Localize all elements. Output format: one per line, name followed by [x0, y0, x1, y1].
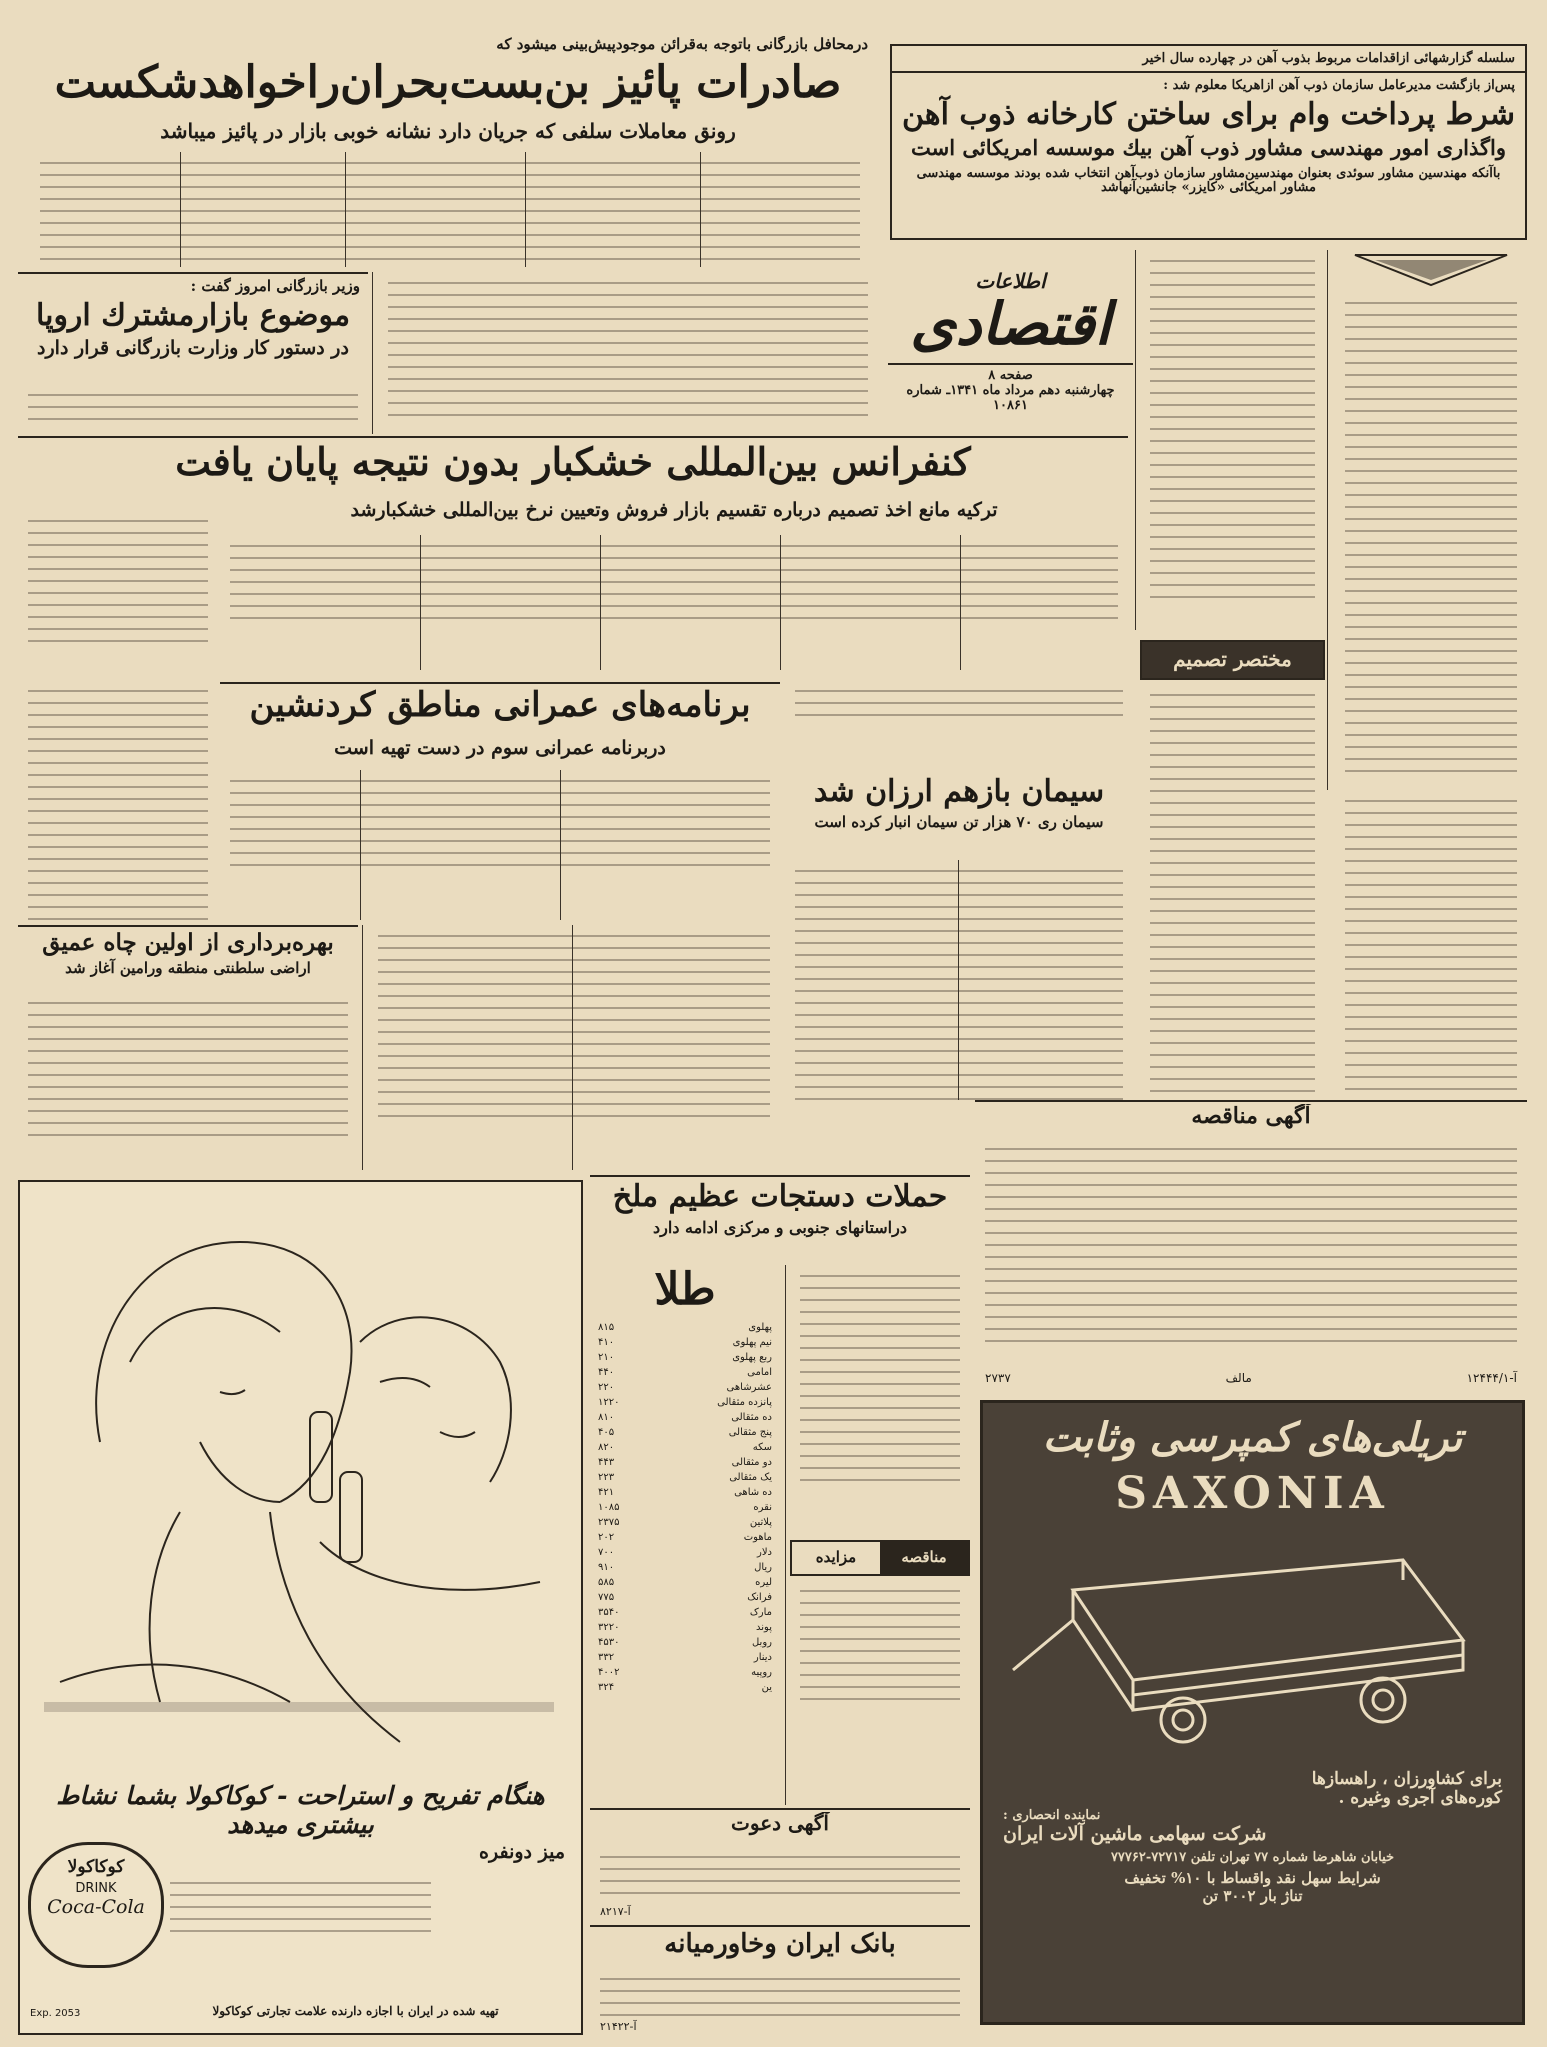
- europe-story: [18, 272, 368, 382]
- conference-body: [220, 535, 1128, 675]
- coca-cola-illustration: [20, 1182, 581, 1782]
- saxonia-uses2: کوره‌های آجری وغیره .: [1338, 1788, 1502, 1809]
- gold-price-name: پلاتین: [749, 1516, 772, 1528]
- gold-price-value: ۳۲۲۰: [598, 1621, 620, 1633]
- gold-price-value: ۴۲۱: [598, 1486, 615, 1498]
- gold-price-row: [598, 1500, 772, 1515]
- saxonia-uses: برای کشاورزان ، راهسازها: [1311, 1768, 1502, 1789]
- gold-price-name: روبل: [751, 1636, 772, 1648]
- gold-price-row: [598, 1485, 772, 1500]
- gold-price-row: [598, 1560, 772, 1575]
- coca-cola-slogan: هنگام تفریح و استراحت - کوکاکولا بشما نشاط بیشتری میدهد: [56, 1781, 545, 1839]
- well-body-lines: [28, 992, 348, 1146]
- exports-subhead: رونق معاملات سلفی که جریان دارد نشانه خوبی بازار در پائیز میباشد: [160, 120, 736, 143]
- gold-price-row: [598, 1620, 772, 1635]
- left-column-lines: [28, 680, 208, 920]
- invitation-lines: [600, 1846, 960, 1904]
- masthead-title: اقتصادی: [910, 290, 1111, 358]
- locusts-subhead: دراستانهای جنوبی و مرکزی ادامه دارد: [653, 1217, 907, 1237]
- well-story: [18, 930, 358, 990]
- exports-headline-box: [18, 58, 878, 118]
- steel-column-mid: [1140, 250, 1325, 630]
- exports-continued: [378, 272, 878, 434]
- gold-price-name: نیم پهلوی: [732, 1336, 772, 1348]
- gold-price-value: ۷۰۰: [598, 1546, 615, 1558]
- gold-price-row: [598, 1680, 772, 1695]
- gold-price-name: ربع پهلوی: [732, 1351, 772, 1363]
- coca-cola-body-title: میز دونفره: [479, 1841, 565, 1863]
- programs-body-lines: [230, 770, 770, 876]
- invitation-notice: [590, 1812, 970, 1922]
- gold-price-value: ۴۰۰۲: [598, 1666, 620, 1678]
- saxonia-agent-label: نماینده انحصاری :: [1003, 1807, 1101, 1823]
- programs-headline: برنامه‌های عمرانی مناطق کردنشین: [249, 686, 751, 725]
- conference-subhead-box: [220, 500, 1128, 532]
- steel-continued-lines: [1345, 790, 1517, 1090]
- ornament-icon: [1335, 250, 1527, 290]
- well-subhead: اراضی سلطنتی منطقه ورامین آغاز شد: [65, 959, 311, 978]
- gold-price-value: ۳۲۴: [598, 1681, 615, 1693]
- exports-kicker: درمحافل بازرگانی باتوجه به‌قرائن موجودپیش‌بینی میشود که: [496, 36, 868, 53]
- gold-price-row: [598, 1575, 772, 1590]
- gold-price-name: دینار: [753, 1651, 772, 1663]
- programs-headline-box: [220, 686, 780, 738]
- gold-price-value: ۸۱۵: [598, 1321, 615, 1333]
- gold-price-row: [598, 1425, 772, 1440]
- tender-footer-left: ۲۷۳۷: [985, 1371, 1011, 1385]
- steel-headline: شرط پرداخت وام برای ساختن کارخانه ذوب آهن: [901, 96, 1516, 132]
- exports-body: [30, 152, 870, 270]
- steel-column-right: [1335, 250, 1527, 790]
- invitation-title: آگهی دعوت: [731, 1812, 829, 1835]
- bottle-icon: [310, 1412, 332, 1502]
- gold-price-value: ۲۳۷۵: [598, 1516, 620, 1528]
- gold-price-name: لیره: [755, 1576, 772, 1588]
- gold-price-row: [598, 1350, 772, 1365]
- auction-tender-box: [790, 1540, 970, 1576]
- conference-subhead: ترکیه مانع اخذ تصمیم درباره تقسیم بازار فروش وتعیین نرخ بین‌المللی خشکبارشد: [350, 500, 998, 521]
- gold-price-row: [598, 1530, 772, 1545]
- gold-price-row: [598, 1665, 772, 1680]
- auction-label: مزایده: [815, 1548, 857, 1566]
- gold-price-name: پنج مثقالی: [728, 1426, 772, 1438]
- steel-body-lines-2: [1150, 250, 1315, 608]
- gold-price-value: ۴۴۳: [598, 1456, 615, 1468]
- gold-price-name: ده شاهی: [734, 1486, 772, 1498]
- europe-body: [18, 384, 368, 436]
- gold-price-value: ۳۵۴۰: [598, 1606, 620, 1618]
- programs-subhead: دربرنامه عمرانی سوم در دست تهیه است: [334, 738, 666, 759]
- invitation-code: آ-۸۲۱۷: [600, 1905, 631, 1918]
- steel-body-lines-1: [1345, 292, 1517, 782]
- gold-price-name: نقره: [753, 1501, 772, 1513]
- gold-price-row: [598, 1335, 772, 1350]
- exports-subhead-box: [18, 120, 878, 152]
- gold-price-row: [598, 1410, 772, 1425]
- gold-price-name: روپیه: [751, 1666, 772, 1678]
- coca-cola-ad: [18, 1180, 583, 2035]
- gold-price-value: ۸۱۰: [598, 1411, 615, 1423]
- gold-price-row: [598, 1650, 772, 1665]
- auction-body-lines: [800, 1580, 960, 1710]
- gold-price-name: امامی: [747, 1366, 772, 1378]
- gold-price-row: [598, 1395, 772, 1410]
- gold-price-value: ۲۱۰: [598, 1351, 615, 1363]
- steel-subhead: واگذاری امور مهندسی مشاور ذوب آهن بیك موسسه امریکائی است: [911, 135, 1506, 161]
- gold-price-row: [598, 1365, 772, 1380]
- programs-subhead-box: [220, 738, 780, 768]
- programs-body: [220, 770, 780, 920]
- steel-lead: پس‌از بازگشت مدیرعامل سازمان ذوب آهن ازاهریکا معلوم شد :: [1163, 77, 1515, 93]
- saxonia-address: خیابان شاهرضا شماره ۷۷ تهران تلفن ۷۲۷۱۷-۷۷۷۶۲: [1110, 1850, 1395, 1866]
- gold-price-row: [598, 1470, 772, 1485]
- saxonia-ad: [980, 1400, 1525, 2025]
- gold-price-name: پهلوی: [748, 1321, 772, 1333]
- saxonia-agent: شرکت سهامی ماشین آلات ایران: [1003, 1822, 1267, 1845]
- saxonia-capacity: تناژ بار ۳۰۰۲ تن: [1202, 1886, 1303, 1905]
- saxonia-terms: شرایط سهل نقد واقساط با ۱۰% تخفیف: [1124, 1869, 1381, 1888]
- gold-price-name: مارک: [749, 1606, 772, 1618]
- gold-price-value: ۴۰۵: [598, 1426, 615, 1438]
- gold-price-row: [598, 1635, 772, 1650]
- europe-kicker: وزیر بازرگانی امروز گفت :: [190, 277, 360, 295]
- gold-price-name: سکه: [752, 1441, 772, 1453]
- europe-body-lines: [28, 384, 358, 430]
- gold-price-row: [598, 1455, 772, 1470]
- gold-price-name: ریال: [754, 1561, 772, 1573]
- gold-price-name: فرانک: [747, 1591, 772, 1603]
- tender-footer-right: آ-۱۲۴۴۴/۱: [1466, 1371, 1517, 1385]
- tender-title: آگهی مناقصه: [1191, 1104, 1311, 1129]
- gold-price-name: یک مثقالی: [729, 1471, 772, 1483]
- masthead-dateline: چهارشنبه دهم مرداد ماه ۱۳۴۱ـ شماره ۱۰۸۶۱: [906, 382, 1115, 413]
- cement-note-lines: [795, 680, 1123, 725]
- steel-kicker: سلسله گزارشهائی ازاقدامات مربوط بذوب آهن در چهارده سال اخیر: [892, 46, 1525, 73]
- gold-price-row: [598, 1545, 772, 1560]
- auction-body: [790, 1580, 970, 1780]
- gold-price-value: ۲۲۳: [598, 1471, 615, 1483]
- bank-lines: [600, 1968, 960, 2026]
- locusts-body-lines: [800, 1265, 960, 1485]
- programs-continued: [368, 925, 780, 1170]
- gold-price-row: [598, 1590, 772, 1605]
- tender-lines: [985, 1138, 1517, 1352]
- exports-headline: صادرات پائیز بن‌بست‌بحران‌راخواهدشکست: [54, 58, 842, 108]
- coca-cola-footer: تهیه شده در ایران با اجازه دارنده علامت تجارتی کوکاکولا: [212, 2004, 499, 2018]
- saxonia-headline: تریلی‌های کمپرسی وثابت: [1042, 1414, 1463, 1461]
- gold-price-value: ۱۲۲۰: [598, 1396, 620, 1408]
- gold-price-name: ده مثقالی: [731, 1411, 772, 1423]
- gold-price-value: ۲۲۰: [598, 1381, 615, 1393]
- coca-cola-exp: Exp. 2053: [30, 2008, 81, 2019]
- gold-price-name: دو مثقالی: [731, 1456, 772, 1468]
- company-brief-banner: [1140, 640, 1325, 680]
- locusts-body: [790, 1265, 970, 1485]
- well-headline: بهره‌برداری از اولین چاه عمیق: [42, 930, 334, 956]
- coca-cola-body-lines: [170, 1872, 431, 1942]
- gold-price-list: [590, 1316, 780, 1699]
- gold-title: طلا: [654, 1265, 716, 1315]
- europe-subhead: در دستور کار وزارت بازرگانی قرار دارد: [37, 336, 349, 359]
- cement-headline: سیمان بازهم ارزان شد: [813, 775, 1105, 809]
- exports-body-lines: [40, 152, 860, 270]
- programs-continued-lines: [378, 925, 770, 1127]
- gold-price-row: [598, 1605, 772, 1620]
- europe-column-lines: [28, 510, 208, 652]
- gold-price-row: [598, 1320, 772, 1335]
- cement-story: [785, 775, 1133, 865]
- locusts-headline: حملات دستجات عظیم ملخ: [612, 1180, 948, 1214]
- cement-body-lines: [795, 860, 1123, 1100]
- saxonia-brand: SAXONIA: [1115, 1468, 1390, 1519]
- europe-headline: موضوع بازارمشترك اروپا: [35, 298, 351, 334]
- gold-price-value: ۴۴۰: [598, 1366, 615, 1378]
- gold-price-value: ۵۸۵: [598, 1576, 615, 1588]
- gold-price-name: عشرشاهی: [726, 1381, 772, 1393]
- conference-headline: کنفرانس بین‌المللی خشکبار بدون نتیجه پایان یافت: [175, 440, 971, 484]
- coca-cola-logo: [28, 1842, 164, 1968]
- cement-body: [785, 860, 1133, 1100]
- left-column-body: [18, 680, 218, 920]
- company-brief-lines: [1150, 684, 1315, 1094]
- gold-price-value: ۱۰۸۵: [598, 1501, 620, 1513]
- gold-price-name: پوند: [756, 1621, 772, 1633]
- coca-cola-logo-fa: کوکاکولا: [67, 1857, 125, 1877]
- steel-deck: باآنکه مهندسین مشاور سوئدی بعنوان مهندسین‌مشاور سازمان ذوب‌آهن انتخاب شده بودند موسسه مهندسی مشاور امریکائی «کایزر» جانشین‌آنهاشد: [916, 165, 1501, 196]
- company-brief-title: مختصر تصمیم: [1173, 647, 1292, 671]
- gold-price-value: ۴۵۳۰: [598, 1636, 620, 1648]
- company-brief-body: [1140, 684, 1325, 1094]
- gold-price-value: ۹۱۰: [598, 1561, 615, 1573]
- gold-price-name: ین: [761, 1681, 772, 1693]
- cement-subhead: سیمان ری ۷۰ هزار تن سیمان انبار کرده است: [814, 812, 1104, 831]
- gold-price-value: ۷۷۵: [598, 1591, 615, 1603]
- tender-label: مناقصه: [880, 1542, 968, 1574]
- bank-notice: [590, 1930, 970, 2035]
- europe-column-body: [18, 460, 218, 672]
- gold-price-value: ۸۲۰: [598, 1441, 615, 1453]
- gold-price-value: ۳۳۲: [598, 1651, 615, 1663]
- conference-body-lines: [230, 535, 1118, 629]
- gold-price-row: [598, 1380, 772, 1395]
- coca-cola-logo-en: Coca-Cola: [47, 1896, 145, 1918]
- gold-price-value: ۴۱۰: [598, 1336, 615, 1348]
- masthead-small: اطلاعات: [975, 270, 1046, 293]
- gold-prices: [590, 1265, 780, 1805]
- gold-price-row: [598, 1515, 772, 1530]
- well-body: [18, 992, 358, 1172]
- locusts-story: [590, 1180, 970, 1260]
- tender-footer: [985, 1371, 1517, 1385]
- bank-code: آ-۲۱۴۲۲: [600, 2020, 637, 2033]
- steel-story-frame: [890, 44, 1527, 240]
- gold-price-row: [598, 1440, 772, 1455]
- bank-title: بانک ایران وخاورمیانه: [664, 1930, 896, 1959]
- coca-cola-logo-drink: DRINK: [75, 1881, 117, 1896]
- masthead-page: صفحه ۸: [988, 367, 1033, 383]
- gold-price-name: دلار: [757, 1546, 772, 1558]
- cement-note: [785, 680, 1133, 725]
- exports-continued-lines: [388, 272, 868, 426]
- trailer-icon: [983, 1520, 1522, 1770]
- gold-price-name: پانزده مثقالی: [717, 1396, 772, 1408]
- tender-notice: [975, 1104, 1527, 1389]
- gold-price-value: ۲۰۲: [598, 1531, 615, 1543]
- tender-footer-mid: مالف: [1225, 1371, 1252, 1385]
- gold-price-name: ماهوت: [743, 1531, 772, 1543]
- steel-continued: [1335, 790, 1527, 1090]
